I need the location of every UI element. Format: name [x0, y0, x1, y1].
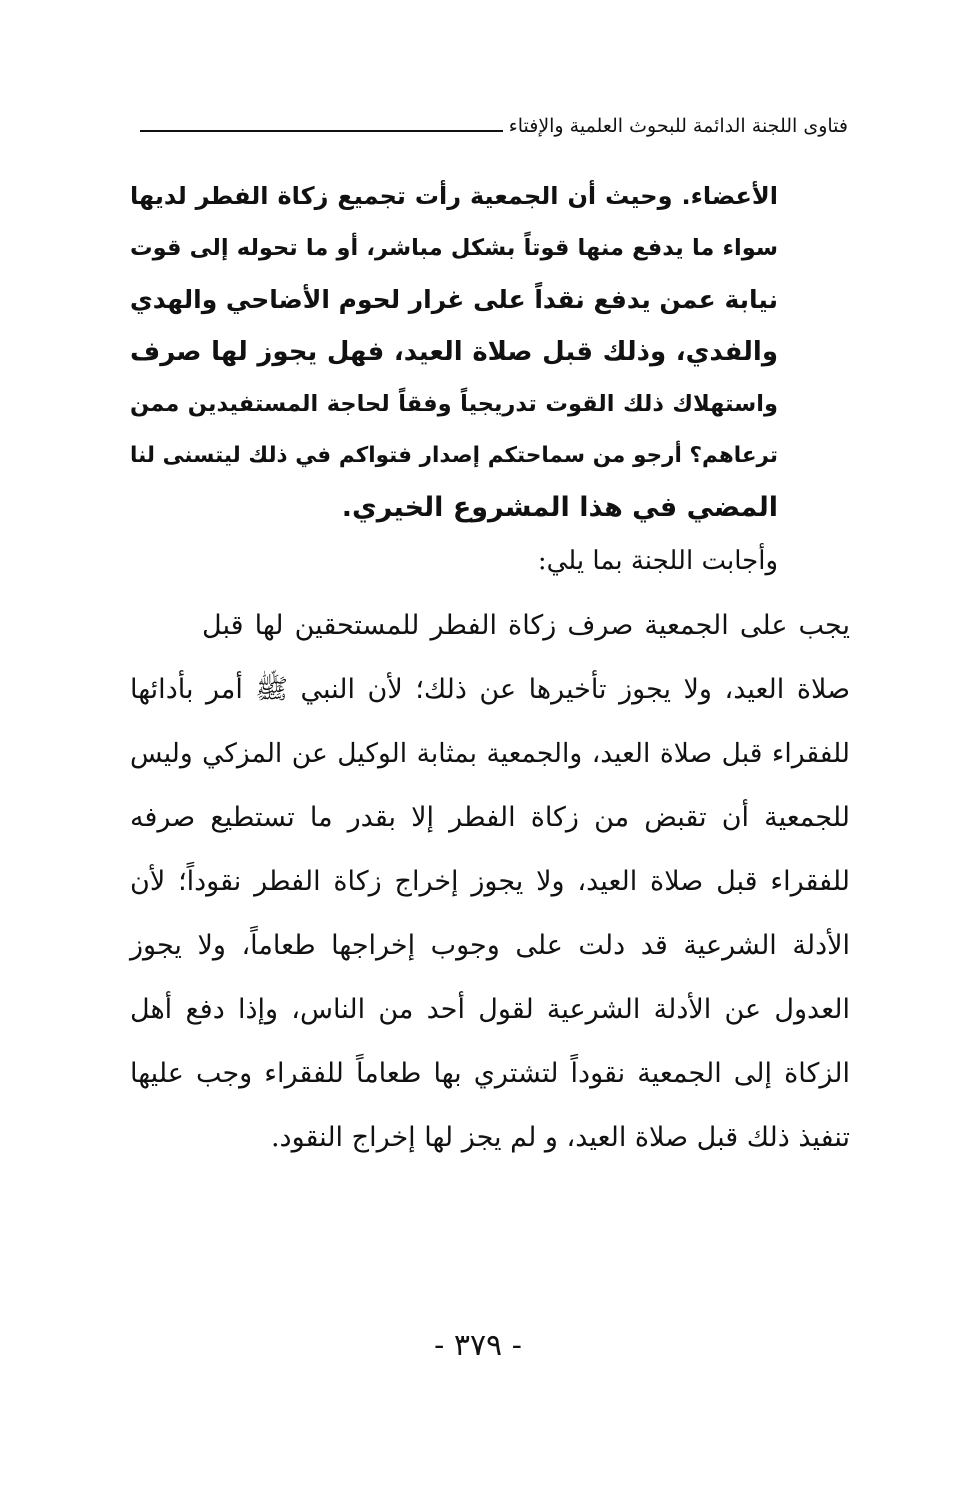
question-line: ترعاهم؟ أرجو من سماحتكم إصدار فتواكم في ذلك ليتسنى لنا [130, 443, 778, 468]
answer-line: الزكاة إلى الجمعية نقوداً لتشتري بها طعاماً للفقراء وجب عليها [130, 1058, 850, 1089]
running-header [140, 108, 848, 138]
answer-line: العدول عن الأدلة الشرعية لقول أحد من الناس، وإذا دفع أهل [130, 994, 850, 1025]
question-line: نيابة عمن يدفع نقداً على غرار لحوم الأضاحي والهدي [129, 285, 778, 314]
question-line: المضي في هذا المشروع الخيري. [341, 492, 778, 523]
header-title: فتاوى اللجنة الدائمة للبحوث العلمية والإفتاء [508, 115, 848, 137]
question-line: والفدي، وذلك قبل صلاة العيد، فهل يجوز لها صرف [130, 337, 778, 367]
header-rule [140, 130, 503, 132]
question-block [130, 170, 778, 534]
answer-intro: وأجابت اللجنة بما يلي: [537, 546, 778, 576]
question-line: الأعضاء. وحيث أن الجمعية رأت تجميع زكاة الفطر لديها [130, 182, 778, 210]
answer-line: تنفيذ ذلك قبل صلاة العيد، و لم يجز لها إخراج النقود. [270, 1122, 850, 1153]
answer-line: للجمعية أن تقبض من زكاة الفطر إلا بقدر ما تستطيع صرفه [130, 802, 850, 833]
question-line: واستهلاك ذلك القوت تدريجياً وفقاً لحاجة المستفيدين ممن [130, 391, 778, 417]
page-number: - ٣٧٩ - [434, 1328, 522, 1363]
answer-block [130, 594, 850, 1170]
answer-line: يجب على الجمعية صرف زكاة الفطر للمستحقين لها قبل [202, 610, 850, 641]
answer-line: الأدلة الشرعية قد دلت على وجوب إخراجها طعاماً، ولا يجوز [130, 930, 850, 961]
answer-line: للفقراء قبل صلاة العيد، ولا يجوز إخراج زكاة الفطر نقوداً؛ لأن [130, 866, 850, 897]
answer-line: صلاة العيد، ولا يجوز تأخيرها عن ذلك؛ لأن النبي ﷺ أمر بأدائها [130, 674, 850, 705]
answer-line: للفقراء قبل صلاة العيد، والجمعية بمثابة الوكيل عن المزكي وليس [130, 738, 850, 769]
question-line: سواء ما يدفع منها قوتاً بشكل مباشر، أو ما تحوله إلى قوت [130, 235, 778, 261]
